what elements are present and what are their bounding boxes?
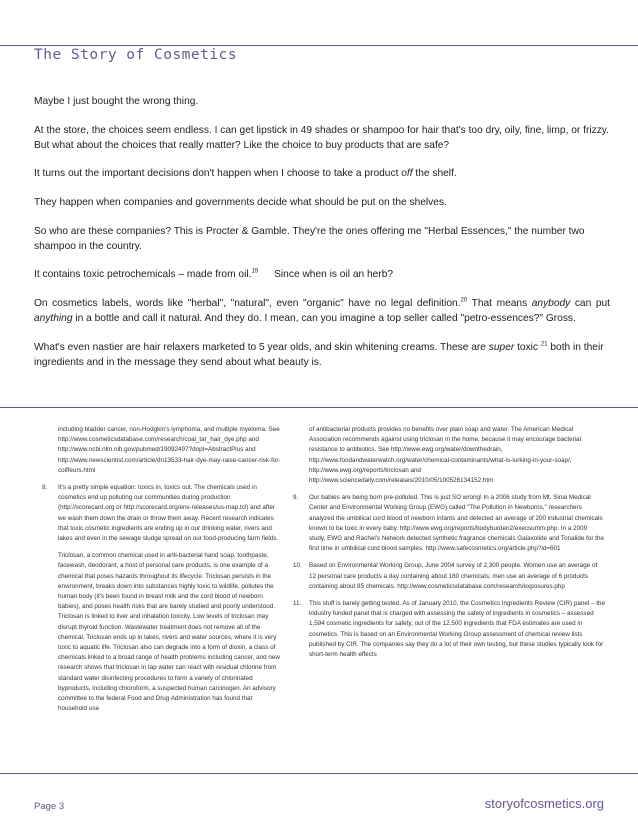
note-8: [42, 483, 282, 714]
paragraph-8-text: What's even nastier are hair relaxers marketed to 5 year olds, and skin whitening creams. These are: [34, 341, 489, 353]
paragraph-6: [34, 267, 610, 282]
page-number: Page 3: [34, 801, 65, 812]
footnote-ref-20[interactable]: 20: [460, 297, 468, 304]
note-number: 11.: [293, 600, 302, 608]
footnote-ref-19[interactable]: 19: [251, 268, 259, 275]
note-9: [293, 493, 605, 554]
paragraph-1: Maybe I just bought the wrong thing.: [34, 96, 199, 107]
note-10: [293, 561, 605, 592]
note-8-continued-text: of antibacterial products provides no benefits over plain soap and water. The American Medical Association recommends against using triclosan in the home, because it may encourage bacterial resistance to antibiotics. See http://www.ewg.org/water/downthedrain, http://www.foodandwaterwatch.org/water/chemical-contaminants/what-is-lurking-in-your-soap/, http://www.ewg.org/reports/triclosan and http://www.sciencedaily.com/releases/2010/05/100526134152.htm: [309, 426, 581, 485]
body-text: [34, 94, 610, 384]
note-8-continued: [293, 425, 605, 486]
paragraph-3-text: It turns out the important decisions don't happen when I choose to take a product: [34, 168, 402, 180]
paragraph-6-text: It contains toxic petrochemicals – made from oil.: [34, 269, 252, 281]
site-link[interactable]: storyofcosmetics.org: [484, 796, 604, 811]
page-title: The Story of Cosmetics: [34, 47, 238, 63]
note-11: [293, 599, 605, 660]
paragraph-3-end: the shelf.: [412, 168, 457, 180]
paragraph-2: At the store, the choices seem endless. I can get lipstick in 49 shades or shampoo for hair that's too dry, oily, fine, limp, or frizzy. But what about the choices that really matter? Like the choice to buy products that are safe?: [34, 124, 609, 151]
paragraph-4: They happen when companies and governments decide what should be put on the shelves.: [34, 196, 447, 208]
notes-divider: [0, 407, 638, 408]
header-rule: [0, 45, 638, 46]
paragraph-3: [34, 166, 610, 181]
paragraph-8-emphasis: super: [488, 341, 515, 353]
paragraph-5: So who are these companies? This is Procter & Gamble. They're the ones offering me "Herbal Essences," the number two shampoo in the country.: [34, 225, 585, 252]
notes-right-column: [293, 425, 605, 667]
note-10-text: Based on Environmental Working Group, June 2004 survey of 2,300 people. Women use an average of 12 personal care products a day containing about 180 chemicals; men use an average of 6 products containing about 85 chemicals. http://www.cosmeticsdatabase.com/research/exposures.php: [309, 562, 598, 590]
note-9-text: Our babies are being born pre-polluted. This is just SO wrong! In a 2006 study from Mt. Sinai Medical Center and Environmental Working Group (EWG) called "The Pollution in Newborns," researchers analyzed the umbilical cord blood of newborn infants and detected an average of 200 industrial chemicals known to be toxic in every baby. http://www.ewg.org/reports/bodyburden2/execsumm.php. In a 2009 study, EWG and Rachel's Network detected synthetic fragrance chemicals Galaxolide and Tonalide for the first time in umbilical cord blood samples. http://www.safecosmetics.org/article.php?id=601: [309, 494, 604, 553]
paragraph-7-b: That means: [467, 297, 532, 309]
notes-left-column: [42, 425, 282, 721]
note-8-text-2: Triclosan, a common chemical used in anti-bacterial hand soap, toothpaste, facewash, deodorant, a host of personal care products, is one example of a chemical that poses hazards throughout its lifecycle. Triclosan persists in the environment, breaks down into substances highly toxic to wildlife, pollutes the human body (it's been found in breast milk and the cord blood of newborn babies), and poses health risks that are barely studied and poorly understood. Triclosan is linked to liver and inhalation toxicity. Low levels of triclosan may disrupt thyroid function. Wastewater treatment does not remove all of the chemical. Triclosan ends up in lakes, rivers and water sources, where it is very toxic to aquatic life. Triclosan also can degrade into a form of dioxin, a class of chemicals linked to a broad range of health problems including cancer, and new research shows that triclosan in tap water can react with residual chlorine from standard water disinfecting procedures to form a variety of chlorinated byproducts, including chloroform, a suspected human carcinogen. An advisory committee to the federal Food and Drug Administration has found that household use: [58, 552, 280, 713]
paragraph-8: [34, 340, 610, 370]
note-number: 8.: [42, 484, 48, 492]
paragraph-7-emphasis-1: anybody: [531, 297, 571, 309]
paragraph-7: [34, 296, 610, 326]
paragraph-7-c: can put: [570, 297, 610, 309]
footer-rule: [0, 773, 638, 774]
paragraph-8-c: both in their ingredients and in the message they send about what beauty is.: [34, 341, 604, 368]
paragraph-3-emphasis: off: [401, 168, 413, 180]
paragraph-7-emphasis-2: anything: [34, 313, 73, 325]
note-7-continued: [42, 425, 282, 476]
note-number: 10.: [293, 562, 302, 570]
paragraph-7-text: On cosmetics labels, words like "herbal", "natural", even "organic" have no legal definition.: [34, 297, 461, 309]
footnote-ref-21[interactable]: 21: [540, 341, 548, 348]
paragraph-8-b: toxic: [514, 341, 541, 353]
note-number: 9.: [293, 494, 299, 502]
paragraph-6-end: Since when is oil an herb?: [274, 269, 394, 281]
note-11-text: This stuff is barely getting tested. As of January 2010, the Cosmetics Ingredients Review (CIR) panel – the industry funded panel that is charged with assessing the safety of ingredients in cosmetics – assessed 1,594 cosmetic ingredients for safety, out of the 12,500 ingredients that FDA estimates are used in cosmetics. This is based on an Environmental Working Group assessment of chemical review lists published by CIR. The companies say they do a lot of their own testing, but these studies typically look for short-term health effects: [309, 600, 605, 659]
note-8-text: It's a pretty simple equation: toxics in, toxics out. The chemicals used in cosmetics end up polluting our communities during production (http://scorecard.org or http://scorecard.org/env-releases/us-map.tcl) and after we wash them down the drain or throw them away. Recent research indicates that toxic cosmetic ingredients are ending up in our drinking water, rivers and lakes and even in the sewage sludge spread on our food-producing farm fields.: [58, 484, 279, 543]
paragraph-7-d: in a bottle and call it natural. And they do. I mean, can you imagine a top seller called "petro-essences?" Gross.: [72, 313, 576, 325]
note-7-text: including bladder cancer, non-Hodgkin's lymphoma, and multiple myeloma. See http://www.cosmeticsdatabase.com/research/coal_tar_hair_dye.php and http://www.ncbi.nlm.nih.gov/pubmed/19092497?dopt=AbstractPlus and http://www.newscientist.com/article/dn13533-hair-dye-may-raise-cancer-risk-for-coiffeurs.html: [58, 426, 281, 474]
